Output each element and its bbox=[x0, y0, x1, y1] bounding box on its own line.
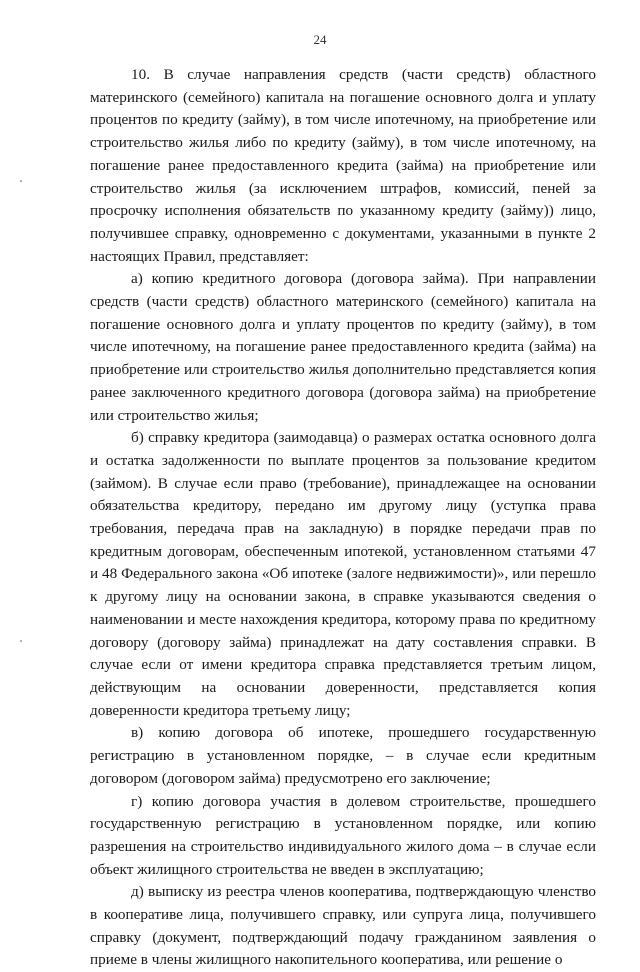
paragraph-b: б) справку кредитора (заимодавца) о размерах остатка основного долга и остатка задолженности по выплате процентов за пользование кредитом (займом). В случае если право (требование), принадлежащее на основании обязательства кредитору, передано им другому лицу (уступка права требования, передача прав на закладную) в порядке передачи прав по кредитным договорам, обеспеченным ипотекой, установленном статьями 47 и 48 Федерального закона «Об ипотеке (залоге недвижимости)», или перешло к другому лицу на основании закона, в справке указываются сведения о наименовании и месте нахождения кредитора, которому права по кредитному договору (договору займа) принадлежат на дату составления справки. В случае если от имени кредитора справка представляется третьим лицом, действующим на основании доверенности, представляется копия доверенности кредитора третьему лицу; bbox=[90, 429, 596, 719]
document-body bbox=[90, 64, 596, 972]
paragraph-a: а) копию кредитного договора (договора займа). При направлении средств (части средств) областного материнского (семейного) капитала на погашение основного долга и уплату процентов по кредиту (займу), в том числе ипотечному, на погашение ранее предоставленного кредита (займа) на приобретение или строительство жилья дополнительно представляется копия ранее заключенного кредитного договора (договора займа) на приобретение или строительство жилья; bbox=[90, 270, 596, 424]
margin-mark bbox=[20, 180, 22, 182]
paragraph-d: д) выписку из реестра членов кооператива, подтверждающую членство в кооперативе лица, получившего справку, или супруга лица, получившего справку (документ, подтверждающий подачу гражданином заявления о приеме в члены жилищного накопительного кооператива, или решение о bbox=[90, 883, 596, 969]
paragraph-g: г) копию договора участия в долевом строительстве, прошедшего государственную регистрацию в установленном порядке, или копию разрешения на строительство индивидуального жилого дома – в случае если объект жилищного строительства не введен в эксплуатацию; bbox=[90, 792, 596, 878]
page-number: 24 bbox=[313, 32, 327, 47]
paragraph-10: 10. В случае направления средств (части средств) областного материнского (семейного) капитала на погашение основного долга и уплату процентов по кредиту (займу), в том числе ипотечному, на приобретение или строительство жилья либо по кредиту (займу), в том числе ипотечному, на погашение ранее предоставленного кредита (займа) на приобретение или строительство жилья (за исключением штрафов, комиссий, пеней за просрочку исполнения обязательств по указанному кредиту (займу)) лицо, получившее справку, одновременно с документами, указанными в пункте 2 настоящих Правил, представляет: bbox=[90, 66, 596, 265]
margin-mark bbox=[20, 640, 22, 642]
paragraph-v: в) копию договора об ипотеке, прошедшего государственную регистрацию в установленном порядке, – в случае если кредитным договором (договором займа) предусмотрено его заключение; bbox=[90, 724, 596, 787]
